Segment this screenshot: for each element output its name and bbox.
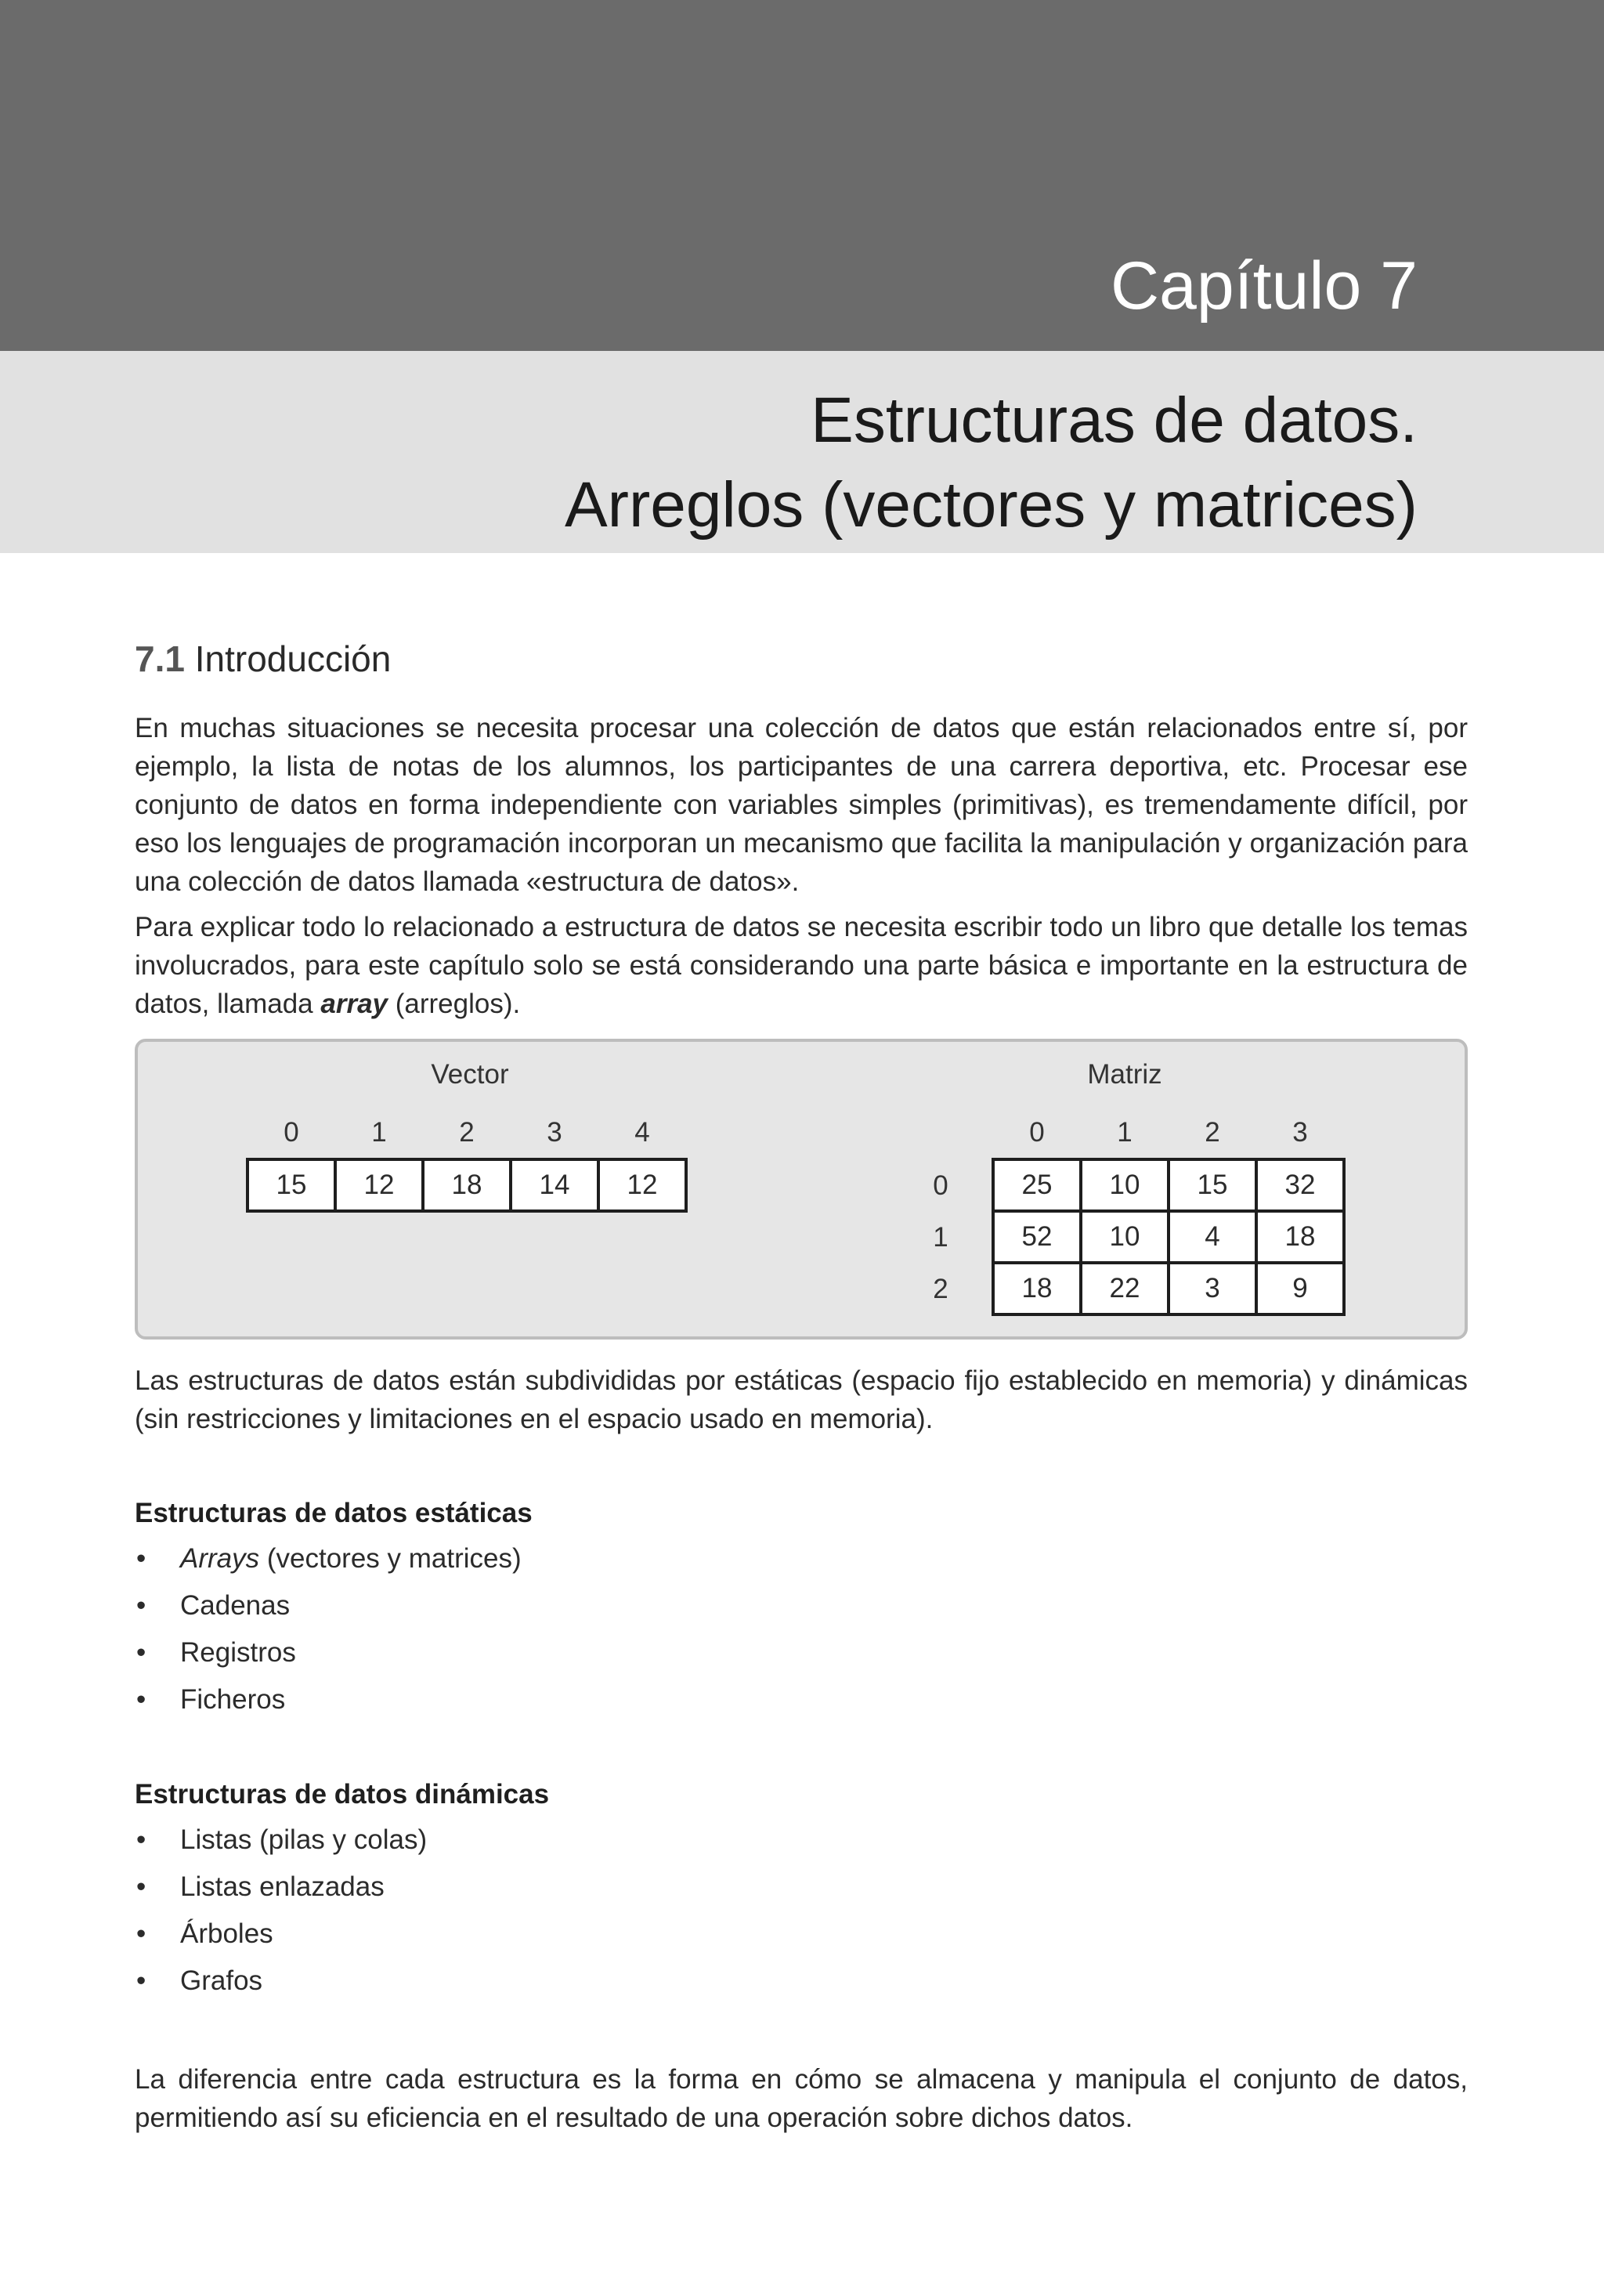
matrix-cell: 9	[1255, 1261, 1346, 1316]
matrix-cell: 4	[1167, 1209, 1258, 1264]
dynamic-structures-heading: Estructuras de datos dinámicas	[135, 1779, 550, 1810]
list-item-text	[180, 1681, 285, 1719]
list-item-label: Listas (pilas y colas)	[180, 1824, 428, 1855]
structures-paragraph: Las estructuras de datos están subdivididas por estáticas (espacio fijo establecido en memoria) y dinámicas (sin restricciones y limitaciones en el espacio usado en memoria).	[135, 1365, 1468, 1434]
bullet-icon: •	[136, 1824, 146, 1855]
matrix-cell: 18	[992, 1261, 1082, 1316]
list-item-label: Listas enlazadas	[180, 1871, 385, 1902]
bullet-icon: •	[136, 1918, 146, 1949]
array-figure	[135, 1039, 1468, 1340]
vector-cell: 14	[509, 1158, 600, 1213]
bullet-icon: •	[136, 1871, 146, 1902]
vector-cell: 18	[421, 1158, 512, 1213]
list-item-label: Grafos	[180, 1965, 263, 1996]
bullet-icon: •	[136, 1684, 146, 1715]
chapter-label: Capítulo 7	[1110, 248, 1418, 324]
chapter-title-line-1: Estructuras de datos.	[811, 385, 1418, 456]
matrix-row-index: 0	[933, 1170, 948, 1201]
matrix-cell: 10	[1079, 1158, 1170, 1213]
section-title: Introducción	[194, 638, 392, 679]
matrix-cell: 32	[1255, 1158, 1346, 1213]
intro-paragraph: En muchas situaciones se necesita procesar una colección de datos que están relacionados entre sí, por ejemplo, la lista de notas de los alumnos, los participantes de una carrera deportiva, etc. Procesar ese conjunto de datos en forma independiente con variables simples (primitivas), es tremendamente difícil, por eso los lenguajes de programación incorporan un mecanismo que facilita la manipulación y organización para una colección de datos llamada «estructura de datos».	[135, 713, 1468, 897]
vector-index-label: 3	[547, 1117, 562, 1148]
list-item-label: (vectores y matrices)	[259, 1543, 522, 1574]
vector-index-label: 4	[634, 1117, 650, 1148]
matrix-cell: 10	[1079, 1209, 1170, 1264]
matrix-cell: 3	[1167, 1261, 1258, 1316]
matrix-column-index: 2	[1205, 1117, 1220, 1148]
array-paragraph	[135, 908, 1468, 1023]
vector-title: Vector	[431, 1059, 509, 1090]
matrix-row-index: 2	[933, 1274, 948, 1304]
conclusion-paragraph: La diferencia entre cada estructura es la forma en cómo se almacena y manipula el conjunto de datos, permitiendo así su eficiencia en el resultado de una operación sobre dichos datos.	[135, 2064, 1468, 2133]
matrix-column-index: 1	[1117, 1117, 1133, 1148]
vector-index-label: 2	[459, 1117, 475, 1148]
matrix-cell: 15	[1167, 1158, 1258, 1213]
bullet-icon: •	[136, 1590, 146, 1621]
array-paragraph-text-end: (arreglos).	[388, 989, 521, 1019]
vector-index-label: 1	[371, 1117, 387, 1148]
matrix-cell: 25	[992, 1158, 1082, 1213]
bullet-icon: •	[136, 1637, 146, 1668]
bullet-icon: •	[136, 1543, 146, 1574]
list-item-label: Cadenas	[180, 1590, 291, 1621]
matrix-cell: 18	[1255, 1209, 1346, 1264]
matrix-cell: 22	[1079, 1261, 1170, 1316]
vector-cell: 12	[334, 1158, 424, 1213]
list-item-text	[180, 1540, 522, 1578]
bullet-icon: •	[136, 1965, 146, 1996]
matrix-cell: 52	[992, 1209, 1082, 1264]
list-item-text	[180, 1634, 296, 1672]
chapter-title-line-2: Arreglos (vectores y matrices)	[564, 469, 1418, 541]
vector-index-label: 0	[284, 1117, 299, 1148]
list-item-text	[180, 1962, 262, 2000]
matrix-title: Matriz	[1087, 1059, 1162, 1090]
vector-cell: 12	[597, 1158, 688, 1213]
array-term: array	[320, 989, 388, 1019]
list-item-label: Ficheros	[180, 1684, 286, 1715]
list-item-text	[180, 1868, 385, 1906]
list-item-text	[180, 1821, 427, 1859]
section-number: 7.1	[135, 638, 185, 679]
array-paragraph-text-start: Para explicar todo lo relacionado a estructura de datos se necesita escribir todo un libro que detalle los temas involucrados, para este capítulo solo se está considerando una parte básica e importante en la estructura de datos, llamada	[135, 912, 1468, 1019]
matrix-column-index: 0	[1029, 1117, 1045, 1148]
list-item-label: Árboles	[180, 1918, 273, 1949]
section-heading	[135, 638, 392, 679]
list-item-emphasis: Arrays	[180, 1543, 260, 1574]
matrix-column-index: 3	[1292, 1117, 1308, 1148]
vector-cell: 15	[246, 1158, 337, 1213]
matrix-row-index: 1	[933, 1222, 948, 1253]
list-item-label: Registros	[180, 1637, 296, 1668]
list-item-text	[180, 1587, 290, 1625]
list-item-text	[180, 1915, 273, 1953]
static-structures-heading: Estructuras de datos estáticas	[135, 1498, 533, 1528]
